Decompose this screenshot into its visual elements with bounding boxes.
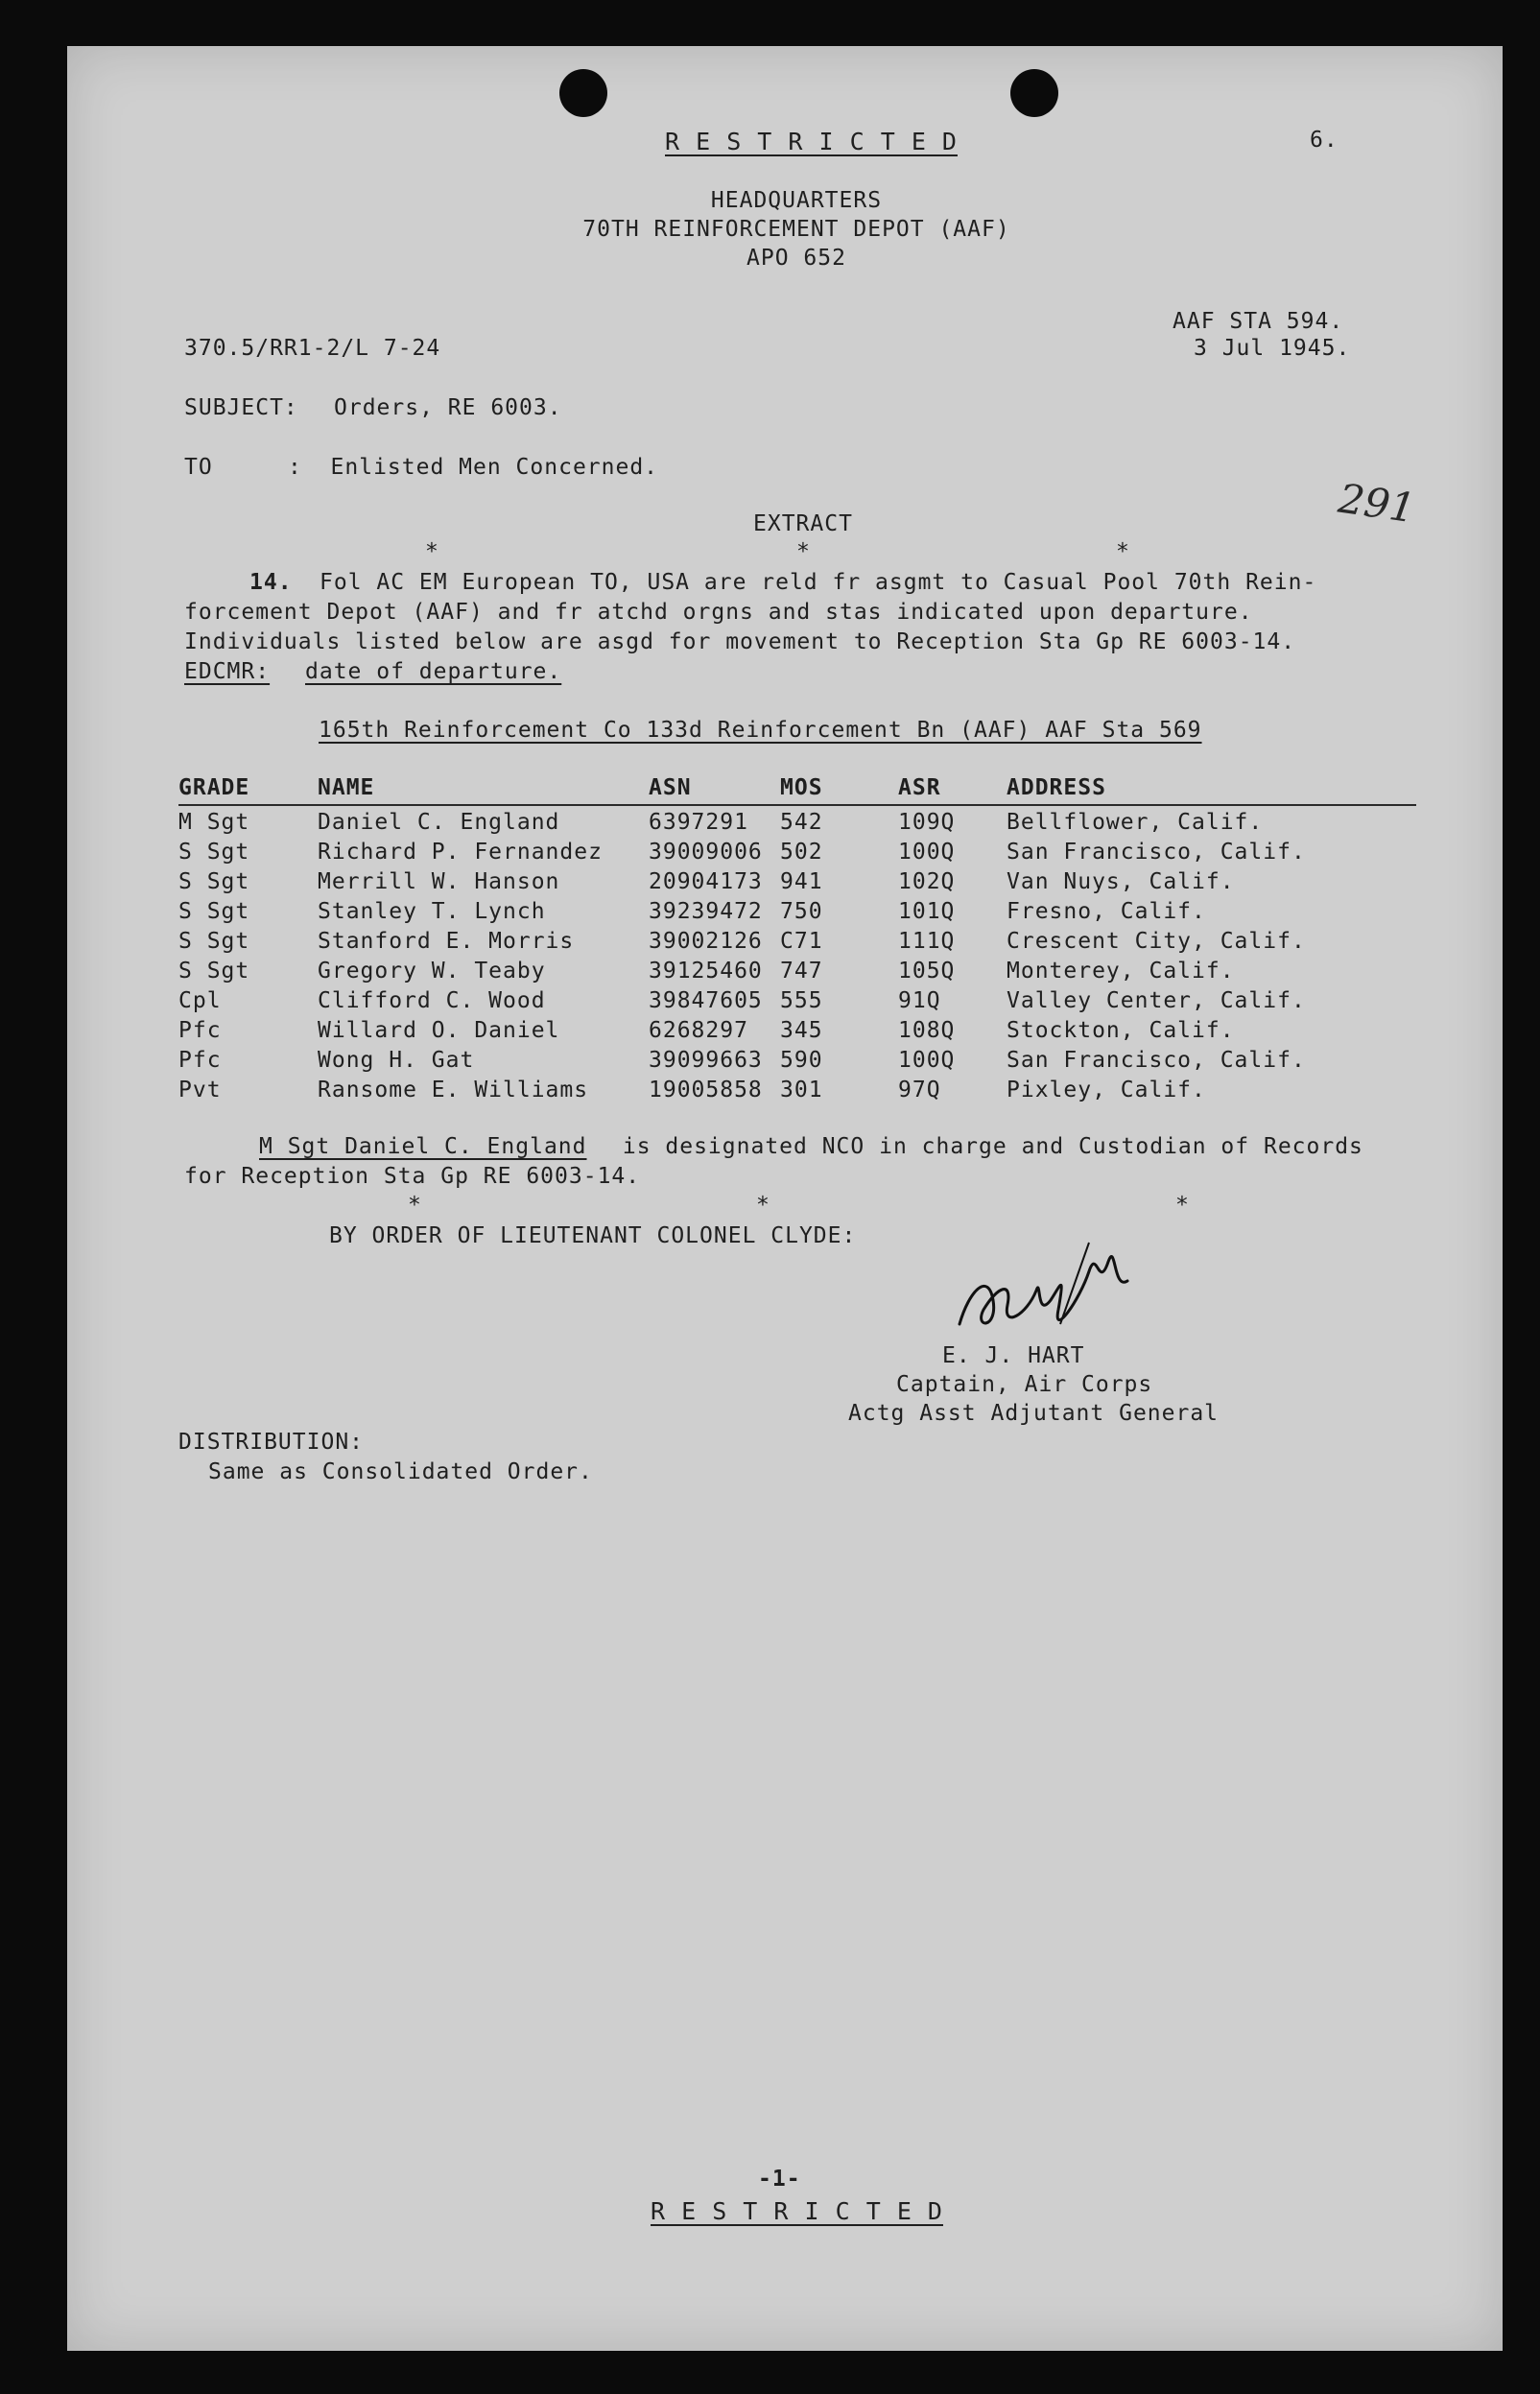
signature-name: E. J. HART	[942, 1343, 1085, 1368]
cell-asn: 39239472	[649, 899, 763, 924]
org-line-1: HEADQUARTERS	[710, 188, 883, 213]
cell-mos: 590	[780, 1048, 823, 1073]
cell-address: Fresno, Calif.	[1007, 899, 1206, 924]
table-row	[178, 929, 1416, 959]
edcmr-label: EDCMR:	[184, 659, 271, 684]
table-row	[178, 840, 1416, 869]
cell-mos: 301	[780, 1078, 823, 1102]
cell-mos: 345	[780, 1018, 823, 1043]
header-grade: GRADE	[178, 775, 250, 800]
cell-grade: S Sgt	[178, 899, 250, 924]
cell-name: Willard O. Daniel	[318, 1018, 560, 1043]
cell-asr: 102Q	[898, 869, 956, 894]
cell-asn: 6268297	[649, 1018, 748, 1043]
cell-asr: 101Q	[898, 899, 956, 924]
cell-name: Ransome E. Williams	[318, 1078, 589, 1102]
station: AAF STA 594.	[1173, 309, 1344, 334]
cell-mos: 941	[780, 869, 823, 894]
paragraph-line-3: Individuals listed below are asgd for movement to Reception Sta Gp RE 6003-14.	[184, 629, 1296, 654]
cell-asn: 39009006	[649, 840, 763, 865]
cell-asn: 20904173	[649, 869, 763, 894]
cell-asr: 109Q	[898, 810, 956, 835]
extract-heading: EXTRACT	[753, 511, 853, 536]
org-line-3: APO 652	[746, 246, 846, 271]
cell-grade: M Sgt	[178, 810, 250, 835]
asterisk-2: *	[796, 539, 811, 564]
cell-mos: C71	[780, 929, 823, 954]
paragraph-line-2: forcement Depot (AAF) and fr atchd orgns and stas indicated upon departure.	[184, 600, 1253, 625]
asterisk-1: *	[425, 539, 439, 564]
asterisk-5: *	[756, 1193, 770, 1218]
table-body	[178, 810, 1416, 1107]
header-address: ADDRESS	[1007, 775, 1106, 800]
header-mos: MOS	[780, 775, 823, 800]
cell-grade: S Sgt	[178, 869, 250, 894]
cell-asr: 100Q	[898, 840, 956, 865]
cell-asr: 108Q	[898, 1018, 956, 1043]
asterisk-4: *	[408, 1193, 422, 1218]
header-asr: ASR	[898, 775, 941, 800]
cell-mos: 750	[780, 899, 823, 924]
asterisk-3: *	[1116, 539, 1130, 564]
cell-grade: Pvt	[178, 1078, 222, 1102]
paragraph-number: 14.	[249, 570, 293, 595]
cell-name: Richard P. Fernandez	[318, 840, 603, 865]
cell-mos: 502	[780, 840, 823, 865]
cell-address: Van Nuys, Calif.	[1007, 869, 1235, 894]
cell-address: Valley Center, Calif.	[1007, 988, 1306, 1013]
cell-address: Crescent City, Calif.	[1007, 929, 1306, 954]
asterisk-6: *	[1175, 1193, 1190, 1218]
header-name: NAME	[318, 775, 375, 800]
unit-heading: 165th Reinforcement Co 133d Reinforcement Bn (AAF) AAF Sta 569	[319, 718, 1202, 743]
cell-address: Bellflower, Calif.	[1007, 810, 1264, 835]
cell-asr: 111Q	[898, 929, 956, 954]
date: 3 Jul 1945.	[1194, 336, 1351, 361]
cell-mos: 555	[780, 988, 823, 1013]
designated-name: M Sgt Daniel C. England	[259, 1134, 587, 1159]
cell-asn: 6397291	[649, 810, 748, 835]
table-row	[178, 988, 1416, 1018]
personnel-table	[178, 775, 1416, 1107]
document-page	[67, 46, 1503, 2351]
cell-address: Stockton, Calif.	[1007, 1018, 1235, 1043]
cell-address: Monterey, Calif.	[1007, 959, 1235, 984]
cell-grade: Cpl	[178, 988, 222, 1013]
cell-asn: 39847605	[649, 988, 763, 1013]
designation-line-2: for Reception Sta Gp RE 6003-14.	[184, 1164, 641, 1189]
punch-hole-left	[559, 69, 607, 117]
subject-label: SUBJECT:	[184, 395, 298, 420]
cell-grade: S Sgt	[178, 840, 250, 865]
cell-asr: 100Q	[898, 1048, 956, 1073]
table-row	[178, 1048, 1416, 1078]
cell-address: San Francisco, Calif.	[1007, 1048, 1306, 1073]
cell-name: Daniel C. England	[318, 810, 560, 835]
cell-asn: 39002126	[649, 929, 763, 954]
signature-position: Actg Asst Adjutant General	[848, 1401, 1220, 1426]
header-asn: ASN	[649, 775, 692, 800]
restricted-bottom: R E S T R I C T E D	[651, 2197, 943, 2225]
cell-asr: 97Q	[898, 1078, 941, 1102]
cell-asn: 19005858	[649, 1078, 763, 1102]
cell-grade: S Sgt	[178, 959, 250, 984]
to-value: : Enlisted Men Concerned.	[288, 455, 659, 480]
cell-asr: 105Q	[898, 959, 956, 984]
cell-mos: 542	[780, 810, 823, 835]
cell-name: Stanford E. Morris	[318, 929, 575, 954]
table-row	[178, 810, 1416, 840]
designation-line-1: is designated NCO in charge and Custodian of Records	[608, 1134, 1363, 1159]
table-row	[178, 899, 1416, 929]
order-by: BY ORDER OF LIEUTENANT COLONEL CLYDE:	[329, 1223, 857, 1248]
edcmr-value: date of departure.	[305, 659, 562, 684]
cell-grade: Pfc	[178, 1048, 222, 1073]
table-row	[178, 869, 1416, 899]
distribution-label: DISTRIBUTION:	[178, 1430, 365, 1455]
cell-address: Pixley, Calif.	[1007, 1078, 1206, 1102]
cell-name: Stanley T. Lynch	[318, 899, 546, 924]
table-row	[178, 959, 1416, 988]
punch-hole-right	[1010, 69, 1058, 117]
table-header	[178, 775, 1416, 806]
cell-name: Clifford C. Wood	[318, 988, 546, 1013]
to-label: TO	[184, 455, 213, 480]
table-row	[178, 1018, 1416, 1048]
org-line-2: 70TH REINFORCEMENT DEPOT (AAF)	[582, 217, 1010, 242]
cell-name: Gregory W. Teaby	[318, 959, 546, 984]
cell-grade: Pfc	[178, 1018, 222, 1043]
subject-value: Orders, RE 6003.	[334, 395, 562, 420]
handwritten-number: 291	[1335, 474, 1419, 533]
cell-address: San Francisco, Calif.	[1007, 840, 1306, 865]
cell-mos: 747	[780, 959, 823, 984]
distribution-value: Same as Consolidated Order.	[208, 1459, 593, 1484]
paragraph-line-1: Fol AC EM European TO, USA are reld fr asgmt to Casual Pool 70th Rein-	[320, 570, 1317, 595]
cell-asn: 39125460	[649, 959, 763, 984]
cell-name: Merrill W. Hanson	[318, 869, 560, 894]
cell-name: Wong H. Gat	[318, 1048, 475, 1073]
footer-page-number: -1-	[758, 2167, 801, 2192]
cell-asn: 39099663	[649, 1048, 763, 1073]
signature-title: Captain, Air Corps	[896, 1372, 1153, 1397]
restricted-top: R E S T R I C T E D	[665, 128, 958, 155]
cell-asr: 91Q	[898, 988, 941, 1013]
table-row	[178, 1078, 1416, 1107]
page-number: 6.	[1310, 128, 1339, 153]
file-reference: 370.5/RR1-2/L 7-24	[184, 336, 441, 361]
cell-grade: S Sgt	[178, 929, 250, 954]
handwritten-signature	[945, 1233, 1137, 1348]
